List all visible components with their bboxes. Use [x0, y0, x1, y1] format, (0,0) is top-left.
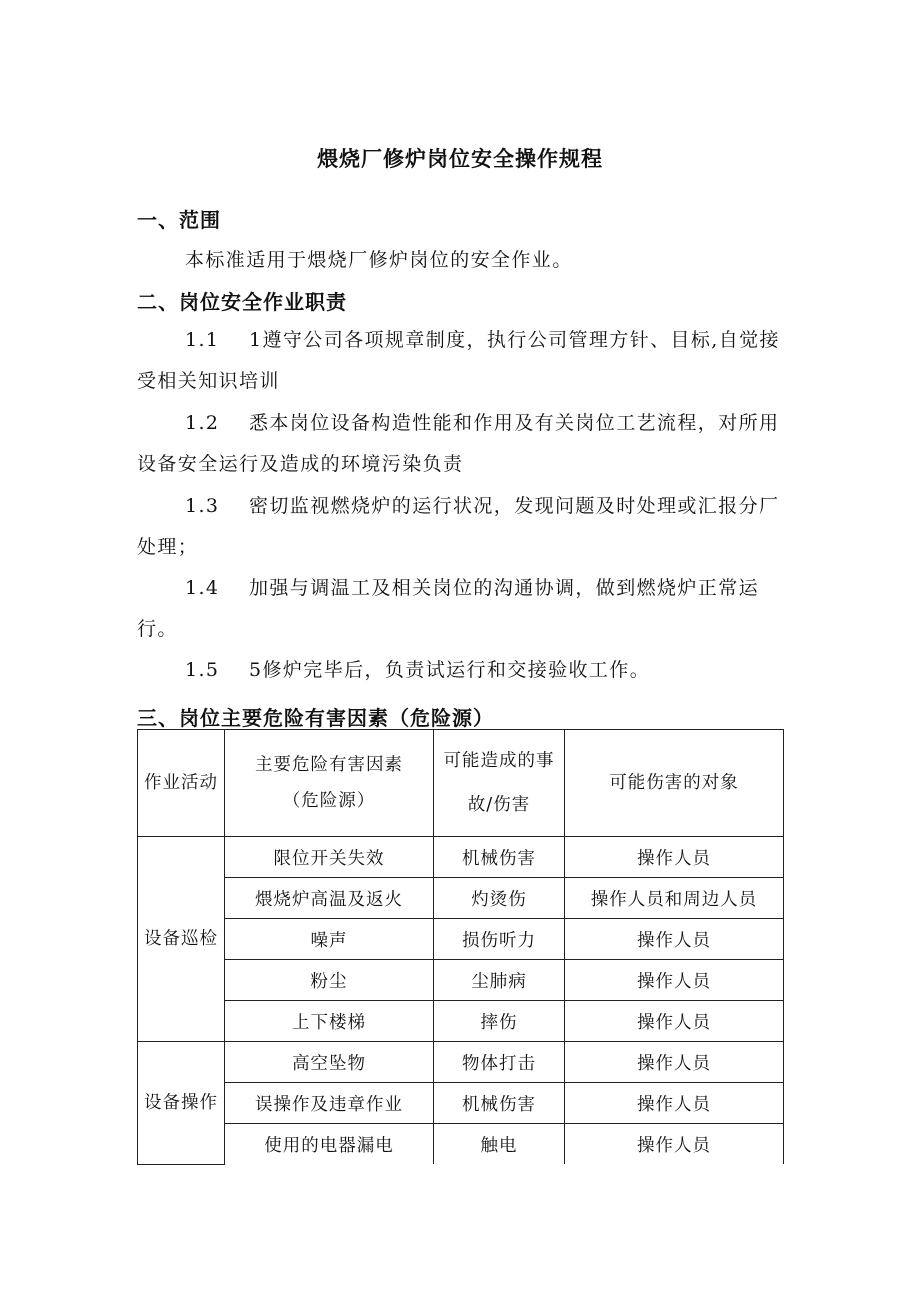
header-activity: 作业活动: [138, 730, 225, 837]
hazard-cell: 使用的电器漏电: [225, 1124, 434, 1165]
header-target: 可能伤害的对象: [565, 730, 784, 837]
target-cell: 操作人员: [565, 919, 784, 960]
duty-text: 5修炉完毕后，负责试运行和交接验收工作。: [249, 659, 651, 681]
duty-number: 1.5: [185, 659, 220, 681]
target-cell: 操作人员: [565, 1042, 784, 1083]
hazard-cell: 煨烧炉高温及返火: [225, 878, 434, 919]
accident-cell: 灼烫伤: [434, 878, 565, 919]
table-row: [138, 1001, 784, 1042]
duty-text: 1遵守公司各项规章制度，执行公司管理方针、目标,自觉接受相关知识培训: [137, 329, 780, 392]
header-accident: 可能造成的事故/伤害: [434, 730, 565, 837]
section-heading-duties: 二、岗位安全作业职责: [137, 290, 347, 314]
hazard-cell: 限位开关失效: [225, 837, 434, 878]
target-cell: 操作人员和周边人员: [565, 878, 784, 919]
header-hazard: 主要危险有害因素（危险源）: [225, 730, 434, 837]
activity-cell: 设备巡检: [138, 837, 225, 1042]
target-cell: 操作人员: [565, 1083, 784, 1124]
table-row: [138, 1124, 784, 1165]
section-heading-hazards: 三、岗位主要危险有害因素（危险源）: [137, 706, 494, 730]
duty-number: 1.4: [185, 577, 220, 599]
hazard-cell: 上下楼梯: [225, 1001, 434, 1042]
accident-cell: 损伤听力: [434, 919, 565, 960]
accident-cell: 物体打击: [434, 1042, 565, 1083]
duty-item: [137, 403, 787, 485]
table-row: [138, 960, 784, 1001]
document-title: 煨烧厂修炉岗位安全操作规程: [317, 147, 603, 171]
accident-cell: 机械伤害: [434, 837, 565, 878]
duty-item: [137, 650, 787, 691]
duty-text: 加强与调温工及相关岗位的沟通协调，做到燃烧炉正常运行。: [137, 577, 760, 640]
hazard-cell: 高空坠物: [225, 1042, 434, 1083]
hazard-table: [137, 729, 784, 1165]
duty-number: 1.2: [185, 412, 220, 434]
duty-number: 1.1: [185, 329, 220, 351]
table-row: [138, 1083, 784, 1124]
duty-item: [137, 568, 787, 650]
accident-cell: 触电: [434, 1124, 565, 1165]
target-cell: 操作人员: [565, 960, 784, 1001]
duty-text: 悉本岗位设备构造性能和作用及有关岗位工艺流程，对所用设备安全运行及造成的环境污染负责: [137, 412, 780, 475]
table-row: [138, 1042, 784, 1083]
hazard-cell: 粉尘: [225, 960, 434, 1001]
target-cell: 操作人员: [565, 1124, 784, 1165]
hazard-cell: 噪声: [225, 919, 434, 960]
duty-item: [137, 320, 787, 402]
table-row: [138, 919, 784, 960]
target-cell: 操作人员: [565, 837, 784, 878]
accident-cell: 机械伤害: [434, 1083, 565, 1124]
section-heading-scope: 一、范围: [137, 208, 221, 232]
table-header-row: [138, 730, 784, 837]
target-cell: 操作人员: [565, 1001, 784, 1042]
duty-number: 1.3: [185, 495, 220, 517]
activity-cell: 设备操作: [138, 1042, 225, 1165]
hazard-cell: 误操作及违章作业: [225, 1083, 434, 1124]
table-row: [138, 878, 784, 919]
table-row: [138, 837, 784, 878]
accident-cell: 尘肺病: [434, 960, 565, 1001]
duty-item: [137, 486, 787, 568]
accident-cell: 摔伤: [434, 1001, 565, 1042]
duty-text: 密切监视燃烧炉的运行状况，发现问题及时处理或汇报分厂处理；: [137, 495, 780, 558]
scope-text: 本标准适用于煨烧厂修炉岗位的安全作业。: [185, 249, 573, 271]
